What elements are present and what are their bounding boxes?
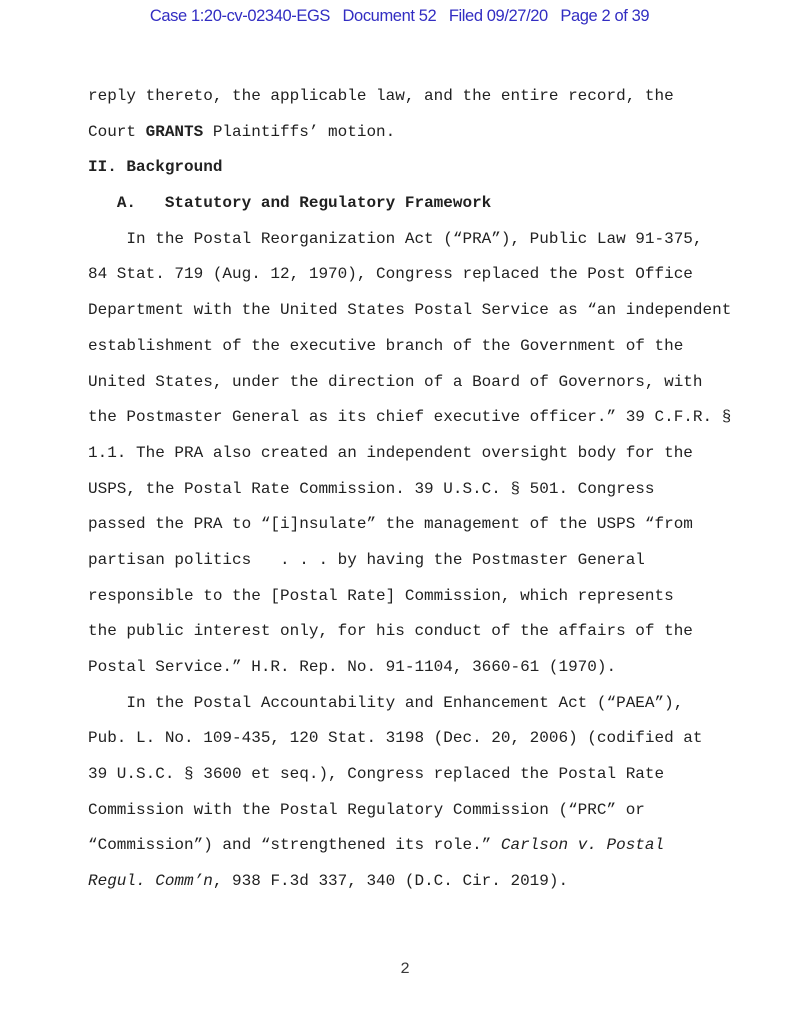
body-line (88, 365, 748, 401)
body-line-segment: responsible to the [Postal Rate] Commission, which represents (88, 586, 674, 605)
body-line (88, 757, 748, 793)
document-body (88, 79, 748, 900)
body-line-segment: Pub. L. No. 109-435, 120 Stat. 3198 (Dec. 20, 2006) (codified at (88, 729, 703, 748)
body-line-segment: In the Postal Reorganization Act (“PRA”), Public Law 91-375, (88, 229, 703, 248)
body-line-segment: establishment of the executive branch of the Government of the (88, 336, 684, 355)
body-line (88, 115, 748, 151)
body-line-segment: Commission with the Postal Regulatory Commission (“PRC” or (88, 800, 645, 819)
body-line (88, 721, 748, 757)
body-line-segment: Department with the United States Postal Service as “an independent (88, 301, 732, 320)
body-line (88, 650, 748, 686)
body-line-segment: the public interest only, for his conduct of the affairs of the (88, 622, 693, 641)
body-line-segment (88, 194, 117, 212)
body-line (88, 614, 748, 650)
body-line-segment: USPS, the Postal Rate Commission. 39 U.S.C. § 501. Congress (88, 479, 655, 498)
body-line-segment: United States, under the direction of a Board of Governors, with (88, 372, 703, 391)
body-line (88, 436, 748, 472)
body-line (88, 472, 748, 508)
body-line-segment: Plaintiffs’ motion. (203, 122, 396, 141)
body-line-segment: In the Postal Accountability and Enhancement Act (“PAEA”), (88, 693, 684, 712)
case-header-stamp: Case 1:20-cv-02340-EGS Document 52 Filed 09/27/20 Page 2 of 39 (149, 7, 650, 25)
body-line-segment: 1.1. The PRA also created an independent oversight body for the (88, 443, 693, 462)
body-line (88, 828, 748, 864)
body-line-segment: , 938 F.3d 337, 340 (D.C. Cir. 2019). (212, 872, 569, 891)
body-line-segment: the Postmaster General as its chief executive officer.” 39 C.F.R. § (88, 408, 732, 427)
body-line (88, 257, 748, 293)
body-line (88, 793, 748, 829)
body-line-segment: “Commission”) and “strengthened its role.” (88, 836, 501, 855)
body-line (88, 222, 748, 258)
body-line-segment: Carlson v. Postal (500, 836, 665, 855)
body-line-segment: partisan politics . . . by having the Postmaster General (88, 550, 645, 569)
body-line (88, 79, 748, 115)
body-line-segment: 39 U.S.C. § 3600 et seq.), Congress replaced the Postal Rate (88, 765, 665, 784)
body-line-segment: II. Background (88, 158, 223, 177)
body-line (88, 579, 748, 615)
body-line-segment: Court (88, 122, 146, 141)
body-line (88, 186, 748, 222)
body-line-segment: reply thereto, the applicable law, and the entire record, the (88, 87, 674, 105)
body-line (88, 329, 748, 365)
body-line-segment: Postal Service.” H.R. Rep. No. 91-1104, 3660-61 (1970). (88, 658, 617, 676)
body-line-segment: Regul. Comm’n (88, 872, 213, 891)
body-line-segment: passed the PRA to “[i]nsulate” the management of the USPS “from (88, 515, 693, 534)
body-line (88, 150, 748, 186)
body-line (88, 400, 748, 436)
body-line (88, 686, 748, 722)
body-line (88, 293, 748, 329)
body-line-segment: 84 Stat. 719 (Aug. 12, 1970), Congress replaced the Post Office (88, 265, 693, 284)
page-number: 2 (400, 960, 410, 978)
body-line (88, 507, 748, 543)
body-line-segment: A. Statutory and Regulatory Framework (116, 194, 492, 213)
body-line (88, 864, 748, 900)
body-line (88, 543, 748, 579)
body-line-segment: GRANTS (145, 122, 204, 141)
